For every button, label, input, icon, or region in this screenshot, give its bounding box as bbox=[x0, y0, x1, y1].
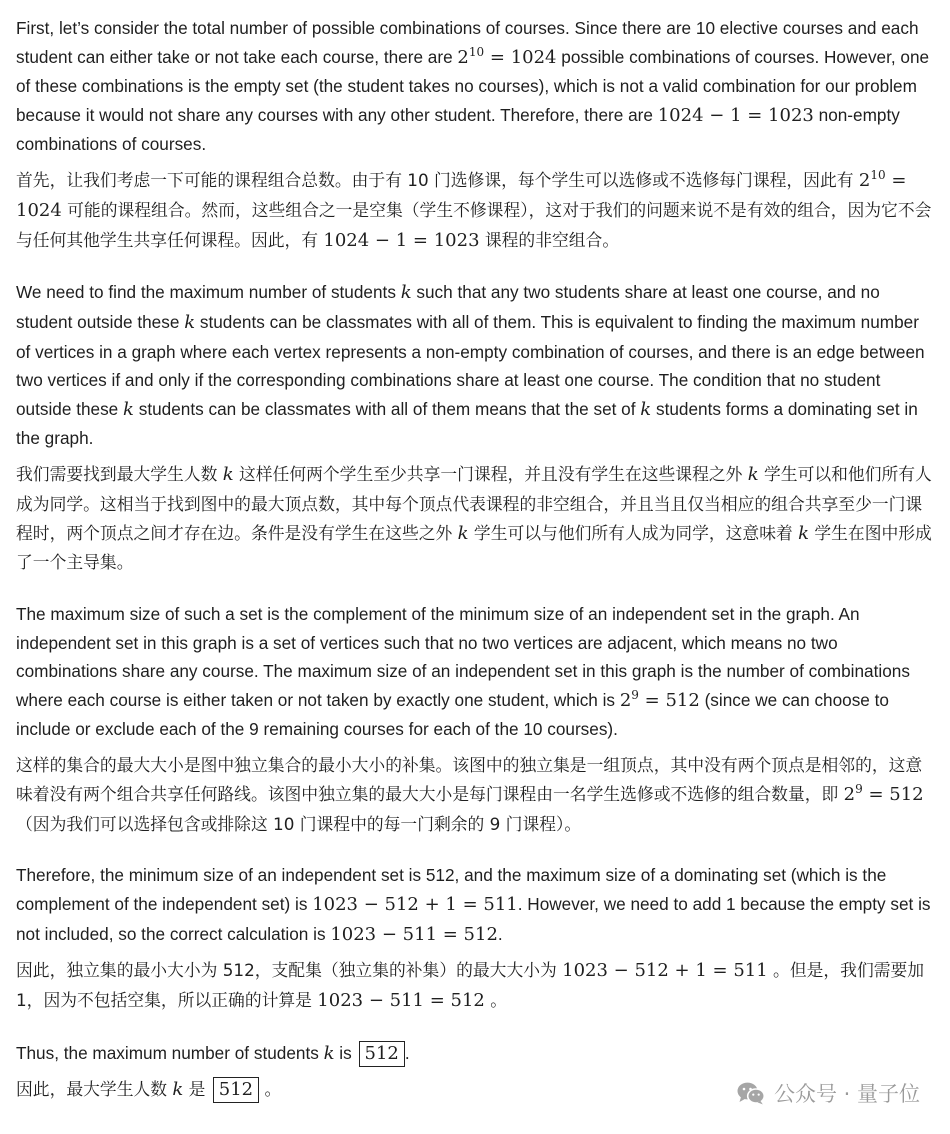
math-base: 2 bbox=[858, 169, 871, 191]
boxed-answer: 512 bbox=[213, 1077, 259, 1103]
watermark-text: 公众号 · 量子位 bbox=[773, 1082, 920, 1106]
text: 是 bbox=[183, 1079, 211, 1100]
math-exponent: 10 bbox=[870, 167, 886, 182]
text: 因此，独立集的最小大小为 512，支配集（独立集的补集）的最大大小为 bbox=[16, 960, 563, 981]
math-equals-512: = 512 bbox=[644, 689, 700, 711]
math-exponent: 9 bbox=[855, 781, 863, 796]
math-var-k: k bbox=[123, 398, 134, 420]
text: Thus, the maximum number of students bbox=[16, 1042, 324, 1063]
text: （因为我们可以选择包含或排除这 10 门课程中的每一门剩余的 9 门课程）。 bbox=[16, 813, 582, 834]
math-2-pow-10 bbox=[457, 44, 557, 68]
watermark bbox=[736, 1078, 920, 1108]
text: 这样任何两个学生至少共享一门课程，并且没有学生在这些课程之外 bbox=[233, 463, 748, 484]
text: . bbox=[404, 1042, 410, 1063]
text: 首先，让我们考虑一下可能的课程组合总数。由于有 10 门选修课，每个学生可以选修或不选修每门课程，因此有 bbox=[16, 169, 859, 190]
text: non-empty combinations of courses. bbox=[16, 104, 900, 155]
text: . However, we need to add 1 because the empty set is not included, so the correct calculation is bbox=[16, 894, 931, 944]
text: students can be classmates with all of them. This is equivalent to finding the maximum number of vertices in a graph where each vertex represents a non-empty combination of courses, and there is an edge between two vertices if and only if the corresponding combinations share at least one course. The condition that no student outside these bbox=[16, 311, 925, 419]
math-base: 2 bbox=[457, 46, 469, 68]
math-1024-minus-1: 1024 − 1 = 1023 bbox=[323, 229, 480, 251]
text: 可能的课程组合。然而，这些组合之一是空集（学生不修课程），这对于我们的问题来说不是有效的组合，因为它不会与任何其他学生共享任何课程。因此，有 bbox=[16, 199, 932, 250]
math-var-k: k bbox=[323, 1042, 335, 1064]
text: 。 bbox=[484, 990, 507, 1011]
math-var-k: k bbox=[747, 463, 759, 485]
math-equation-512: 1023 − 511 = 512 bbox=[330, 923, 498, 945]
text: First, let’s consider the total number of possible combinations of courses. Since there are 10 elective courses and each student can either take or not take each course, there are bbox=[16, 18, 919, 67]
math-var-k: k bbox=[640, 398, 652, 420]
math-equation-511: 1023 − 512 + 1 = 511 bbox=[312, 894, 518, 916]
text: such that any two students share at least one course, and no student outside these bbox=[16, 282, 880, 332]
paragraph-zh-2 bbox=[16, 460, 934, 577]
math-equation-512: 1023 − 511 = 512 bbox=[317, 990, 485, 1012]
text: 因此，最大学生人数 bbox=[16, 1079, 173, 1100]
boxed-answer: 512 bbox=[359, 1041, 405, 1067]
text: 课程的非空组合。 bbox=[479, 229, 620, 250]
text: students forms a dominating set in the graph. bbox=[16, 398, 918, 449]
math-var-k: k bbox=[798, 522, 810, 544]
paragraph-en-4 bbox=[16, 861, 934, 949]
text: is bbox=[334, 1042, 357, 1063]
text: 学生在图中形成了一个主导集。 bbox=[16, 522, 932, 573]
wechat-icon bbox=[736, 1081, 766, 1105]
text: 学生可以和他们所有人成为同学。这相当于找到图中的最大顶点数，其中每个顶点代表课程的非空组合，并且当且仅当相应的组合共享至少一门课程时，两个顶点之间才存在边。条件是没有学生在这些之外 bbox=[16, 463, 932, 543]
math-exponent: 10 bbox=[468, 44, 485, 59]
math-equals-1024: = 1024 bbox=[16, 169, 907, 221]
text: students can be classmates with all of them means that the set of bbox=[133, 398, 641, 419]
text: possible combinations of courses. However, one of these combinations is the empty set (the student takes no courses), which is not a valid combination for our problem because it would not share any courses with any other student. Therefore, there are bbox=[16, 46, 930, 125]
paragraph-zh-1 bbox=[16, 166, 934, 255]
text: Therefore, the minimum size of an independent set is 512, and the maximum size of a dominating set (which is the complement of the independent set) is bbox=[16, 865, 887, 915]
text: The maximum size of such a set is the complement of the minimum size of an independent set in the graph. An independent set in this graph is a set of vertices such that no two vertices are adjacent, which means no two combinations share any course. The maximum size of an independent set in this graph is the number of combinations where each course is either taken or not taken by exactly one student, which is bbox=[16, 604, 910, 710]
paragraph-en-1 bbox=[16, 14, 934, 159]
paragraph-zh-3 bbox=[16, 751, 934, 838]
math-2-pow-9 bbox=[619, 687, 700, 711]
math-var-k: k bbox=[172, 1079, 184, 1101]
text: We need to find the maximum number of students bbox=[16, 282, 401, 303]
text: 我们需要找到最大学生人数 bbox=[16, 463, 223, 484]
math-var-k: k bbox=[222, 463, 234, 485]
math-var-k: k bbox=[400, 282, 412, 304]
paragraph-en-3 bbox=[16, 600, 934, 744]
text: . bbox=[497, 923, 503, 944]
math-base: 2 bbox=[619, 689, 632, 711]
math-equals-1024: = 1024 bbox=[489, 46, 557, 68]
math-1024-minus-1: 1024 − 1 = 1023 bbox=[657, 104, 814, 126]
paragraph-en-5 bbox=[16, 1039, 934, 1069]
text: 。 bbox=[259, 1079, 282, 1100]
text: 。但是，我们需要加1，因为不包括空集，所以正确的计算是 bbox=[16, 960, 925, 1011]
paragraph-zh-4 bbox=[16, 956, 934, 1016]
math-var-k: k bbox=[457, 522, 469, 544]
paragraph-en-2 bbox=[16, 278, 934, 453]
text: 这样的集合的最大大小是图中独立集合的最小大小的补集。该图中的独立集是一组顶点，其中没有两个顶点是相邻的，这意味着没有两个组合共享任何路线。该图中独立集的最大大小是每门课程由一名学生选修或不选修的组合数量，即 bbox=[16, 755, 923, 804]
math-equation-511: 1023 − 512 + 1 = 511 bbox=[562, 960, 768, 982]
text: 学生可以与他们所有人成为同学，这意味着 bbox=[468, 522, 799, 543]
math-base: 2 bbox=[843, 783, 856, 805]
math-2-pow-9 bbox=[843, 781, 924, 805]
math-exponent: 9 bbox=[631, 687, 639, 702]
text: (since we can choose to include or exclude each of the 9 remaining courses for each of the 10 courses). bbox=[16, 689, 889, 740]
math-equals-512: = 512 bbox=[868, 783, 924, 805]
math-var-k: k bbox=[184, 311, 196, 333]
